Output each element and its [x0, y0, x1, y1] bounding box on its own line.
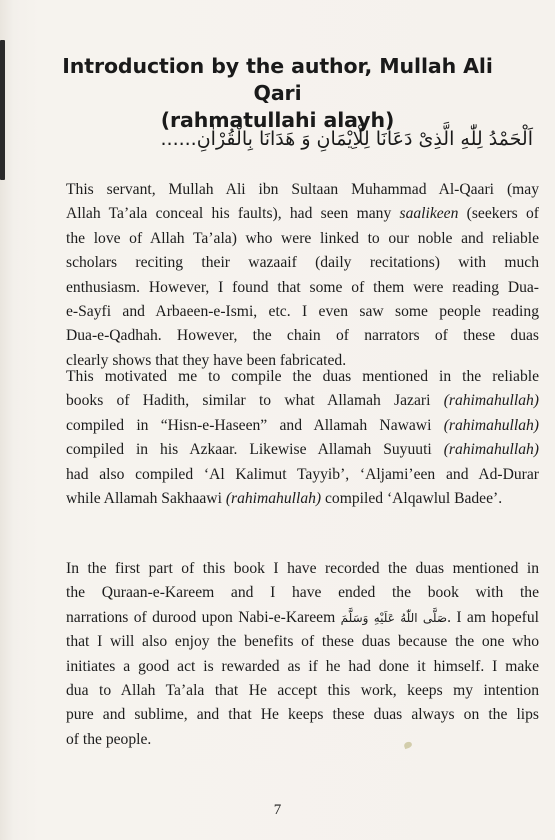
honorific: (rahimahullah)	[443, 441, 539, 459]
chapter-title	[40, 53, 515, 134]
p1-line: Allah Ta’ala conceal his faults), had seen many saalikeen (seekers of	[66, 205, 539, 223]
p2-line: while Allamah Sakhaawi (rahimahullah) compiled ‘Alqawlul Badee’.	[66, 490, 503, 508]
p3-line: dua to Allah Ta’ala that He accept this work, keeps my intention	[66, 682, 539, 700]
p3-line: initiates a good act is rewarded as if he had done it himself. I make	[66, 657, 539, 675]
p3-line: the Quraan-e-Kareem and I have ended the book with the	[66, 584, 539, 602]
chapter-title-line-1: Introduction by the author, Mullah Ali Qari	[62, 54, 493, 105]
honorific: (rahimahullah)	[443, 416, 539, 434]
paragraph-3	[66, 557, 539, 752]
p3-line: In the first part of this book I have recorded the duas mentioned in	[66, 560, 539, 577]
p1-line: scholars reciting their wazaaif (daily recitations) with much	[66, 254, 539, 272]
binding-edge	[0, 40, 5, 180]
p1-line: clearly shows that they have been fabricated.	[66, 351, 347, 369]
p1-line: This servant, Mullah Ali ibn Sultaan Muhammad Al-Qaari (may	[66, 181, 539, 198]
p3-line: that I will also enjoy the benefits of these duas because the one who	[66, 633, 539, 651]
p1-line: e-Sayfi and Arbaeen-e-Ismi, etc. I even saw some people reading	[66, 303, 539, 321]
chapter-title-line-2: (rahmatullahi alayh)	[160, 108, 395, 132]
p2-line: This motivated me to compile the duas mentioned in the reliable	[66, 368, 539, 385]
honorific: (rahimahullah)	[443, 392, 539, 410]
p2-line: compiled in his Azkaar. Likewise Allamah Suyuuti (rahimahullah)	[66, 441, 539, 459]
arabic-opening-line: اَلْحَمْدُ لِلّٰهِ الَّذِىْ دَعَانَا لِلْاِيْمَانِ وَ هَدَانَا بِالْقُرْاٰنِ......	[160, 128, 533, 150]
page-number: 7	[273, 802, 282, 818]
p3-line: narrations of durood upon Nabi-e-Kareem صَلَّى اللّٰهُ عَلَيْهِ وَسَلَّمَ. I am hopeful	[66, 608, 539, 626]
p2-line: compiled in “Hisn-e-Haseen” and Allamah Nawawi (rahimahullah)	[66, 416, 539, 434]
honorific: (rahimahullah)	[225, 490, 322, 508]
p2-line: books of Hadith, similar to what Allamah Jazari (rahimahullah)	[66, 392, 539, 410]
paragraph-2	[66, 365, 539, 511]
p1-line: enthusiasm. However, I found that some of them were reading Dua-	[66, 278, 539, 296]
p3-line: pure and sublime, and that He keeps these duas always on the lips	[66, 706, 539, 724]
term-saalikeen: saalikeen	[399, 205, 459, 223]
p1-line: Dua-e-Qadhah. However, the chain of narrators of these duas	[66, 327, 539, 345]
paragraph-1	[66, 178, 539, 373]
p2-line: had also compiled ‘Al Kalimut Tayyib’, ‘Aljami’een and Ad-Durar	[66, 465, 539, 483]
p1-line: the love of Allah Ta’ala) who were linked to our noble and reliable	[66, 229, 539, 247]
p3-line: of the people.	[66, 730, 152, 748]
salutation-arabic: صَلَّى اللّٰهُ عَلَيْهِ وَسَلَّمَ	[340, 610, 448, 625]
